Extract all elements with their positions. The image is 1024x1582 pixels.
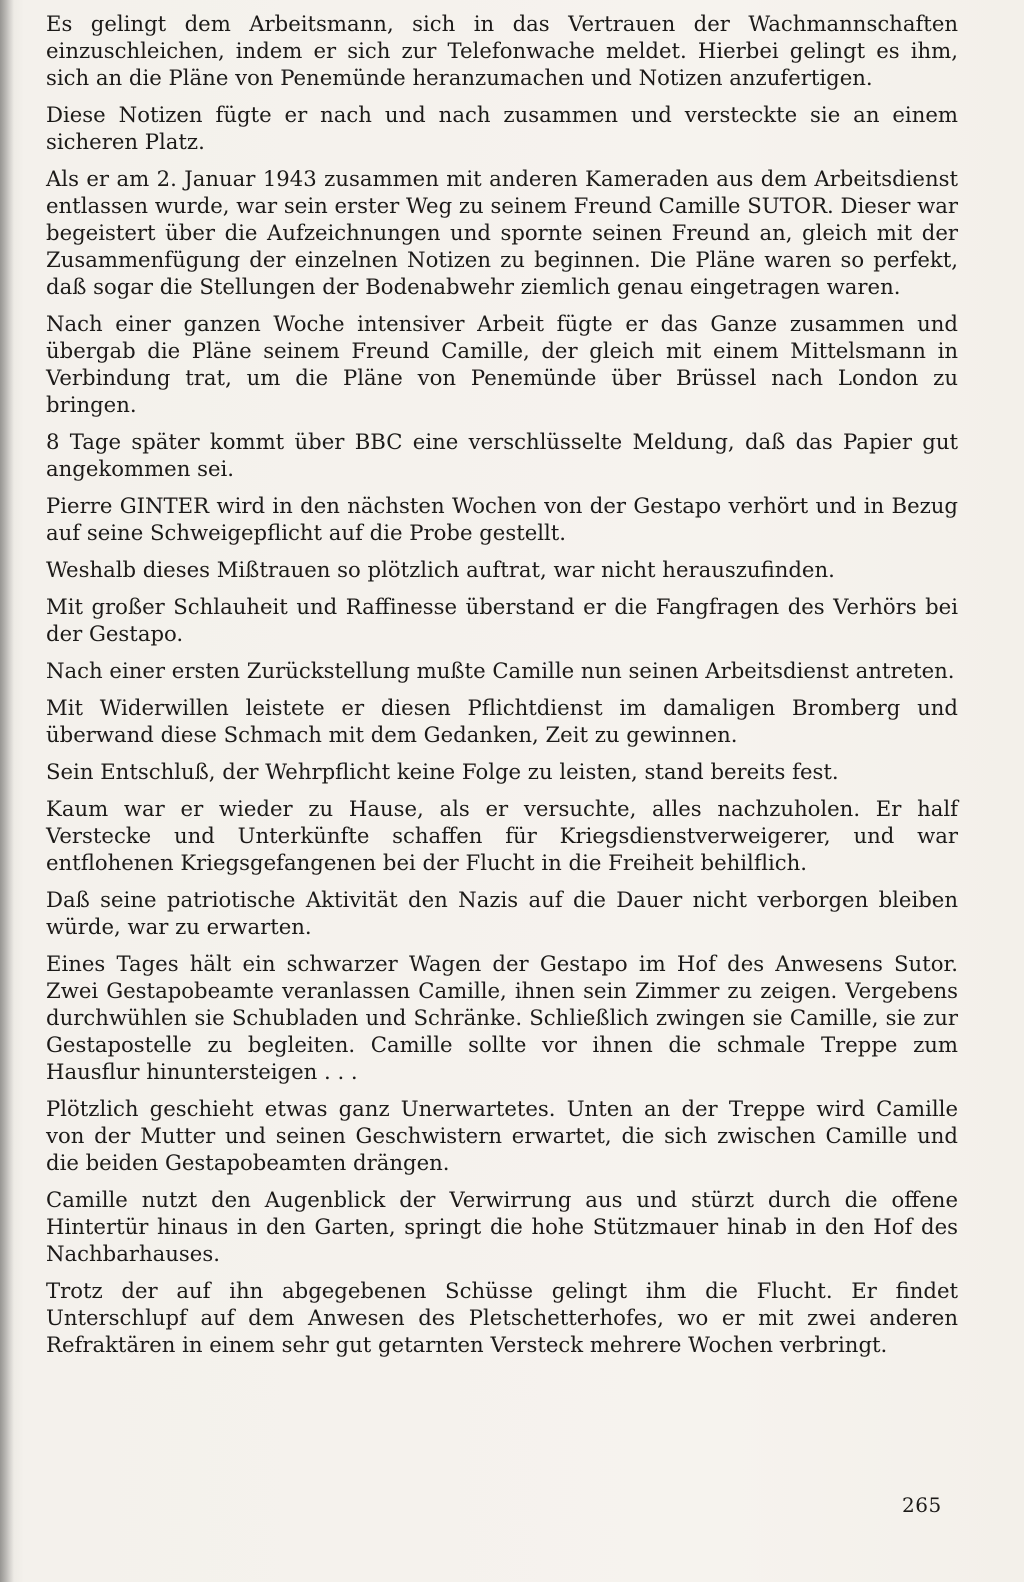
paragraph-9: Nach einer ersten Zurückstellung mußte Camille nun seinen Arbeitsdienst antreten. <box>46 658 955 683</box>
paragraph-4: Nach einer ganzen Woche intensiver Arbeit fügte er das Ganze zusammen und übergab die Pläne seinem Freund Camille, der gleich mit einem Mittelsmann in Verbindung trat, um die Pläne von Penemünde über Brüssel nach London zu bringen. <box>46 311 958 417</box>
paragraph-2: Diese Notizen fügte er nach und nach zusammen und versteckte sie an einem sicheren Platz. <box>46 102 958 154</box>
paragraph-8: Mit großer Schlauheit und Raffinesse überstand er die Fangfragen des Verhörs bei der Gestapo. <box>46 594 958 646</box>
page-number: 265 <box>902 1493 942 1517</box>
paragraph-7: Weshalb dieses Mißtrauen so plötzlich auftrat, war nicht herauszufinden. <box>46 557 835 582</box>
paragraph-15: Plötzlich geschieht etwas ganz Unerwartetes. Unten an der Treppe wird Camille von der Mutter und seinen Geschwistern erwartet, die sich zwischen Camille und die beiden Gestapobeamten drängen. <box>46 1096 958 1175</box>
paragraph-1: Es gelingt dem Arbeitsmann, sich in das Vertrauen der Wachmannschaften einzuschleichen, indem er sich zur Telefonwache meldet. Hierbei gelingt es ihm, sich an die Pläne von Penemünde heranzumachen und Notizen anzufertigen. <box>46 11 958 90</box>
paragraph-12: Kaum war er wieder zu Hause, als er versuchte, alles nachzuholen. Er half Verstecke und Unterkünfte schaffen für Kriegsdienstverweigerer, und war entflohenen Kriegsgefangenen bei der Flucht in die Freiheit behilflich. <box>46 796 958 875</box>
paragraph-16: Camille nutzt den Augenblick der Verwirrung aus und stürzt durch die offene Hintertür hinaus in den Garten, springt die hohe Stützmauer hinab in den Hof des Nachbarhauses. <box>46 1187 958 1266</box>
body-text <box>46 10 958 1368</box>
paragraph-10: Mit Widerwillen leistete er diesen Pflichtdienst im damaligen Bromberg und überwand diese Schmach mit dem Gedanken, Zeit zu gewinnen. <box>46 695 958 747</box>
paragraph-11: Sein Entschluß, der Wehrpflicht keine Folge zu leisten, stand bereits fest. <box>46 759 839 784</box>
paragraph-5: 8 Tage später kommt über BBC eine verschlüsselte Meldung, daß das Papier gut angekommen sei. <box>46 429 958 481</box>
paragraph-6: Pierre GINTER wird in den nächsten Wochen von der Gestapo verhört und in Bezug auf seine Schweigepflicht auf die Probe gestellt. <box>46 493 958 545</box>
paragraph-13: Daß seine patriotische Aktivität den Nazis auf die Dauer nicht verborgen bleiben würde, war zu erwarten. <box>46 887 958 939</box>
paragraph-3: Als er am 2. Januar 1943 zusammen mit anderen Kameraden aus dem Arbeitsdienst entlassen wurde, war sein erster Weg zu seinem Freund Camille SUTOR. Dieser war begeistert über die Aufzeichnungen und spornte seinen Freund an, gleich mit der Zusammenfügung der einzelnen Notizen zu beginnen. Die Pläne waren so perfekt, daß sogar die Stellungen der Bodenabwehr ziemlich genau eingetragen waren. <box>46 166 958 299</box>
paragraph-14: Eines Tages hält ein schwarzer Wagen der Gestapo im Hof des Anwesens Sutor. Zwei Gestapobeamte veranlassen Camille, ihnen sein Zimmer zu zeigen. Vergebens durchwühlen sie Schubladen und Schränke. Schließlich zwingen sie Camille, sie zur Gestapostelle zu begleiten. Camille sollte vor ihnen die schmale Treppe zum Hausflur hinuntersteigen . . . <box>46 951 958 1084</box>
paragraph-17: Trotz der auf ihn abgegebenen Schüsse gelingt ihm die Flucht. Er findet Unterschlupf auf dem Anwesen des Pletschetterhofes, wo er mit zwei anderen Refraktären in einem sehr gut getarnten Versteck mehrere Wochen verbringt. <box>46 1278 958 1357</box>
